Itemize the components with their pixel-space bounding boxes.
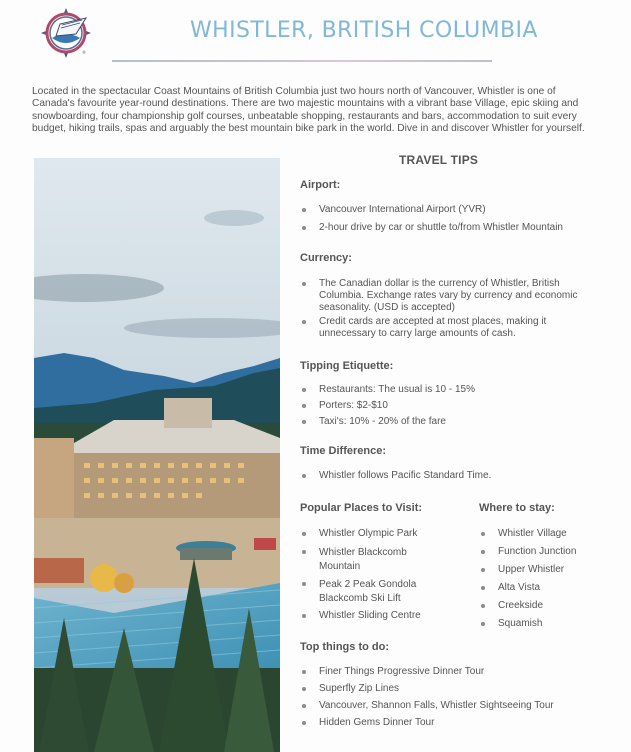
whistler-village-photo: [34, 158, 280, 752]
list-item: Porters: $2-$10: [300, 400, 620, 412]
list-item: The Canadian dollar is the currency of Whistler, British Columbia. Exchange rates vary by currency and economic seasonality. (USD is accepted): [300, 278, 600, 314]
list-item: Whistler Blackcomb Mountain: [300, 546, 430, 574]
list-item: Taxi's: 10% - 20% of the fare: [300, 416, 620, 428]
travel-tips-heading: TRAVEL TIPS: [399, 153, 479, 167]
hotel-building: [74, 453, 280, 528]
list-item: Squamish: [479, 618, 619, 630]
tipping-list: [300, 384, 620, 428]
list-item: Upper Whistler: [479, 564, 619, 576]
list-item: 2-hour drive by car or shuttle to/from Whistler Mountain: [300, 222, 620, 234]
top-things-heading: Top things to do:: [300, 641, 389, 653]
list-item: Credit cards are accepted at most places, making it unnecessary to carry large amounts of cash.: [300, 316, 600, 340]
page-title: WHISTLER, BRITISH COLUMBIA: [190, 18, 538, 43]
list-item: Peak 2 Peak Gondola Blackcomb Ski Lift: [300, 578, 430, 606]
cloud: [204, 210, 264, 226]
list-item: Finer Things Progressive Dinner Tour: [300, 666, 620, 678]
list-item: Whistler Village: [479, 528, 619, 540]
list-item: Whistler follows Pacific Standard Time.: [300, 470, 620, 482]
time-difference-heading: Time Difference:: [300, 445, 386, 457]
list-item: Whistler Sliding Centre: [300, 610, 430, 622]
ship-compass-logo-icon: [38, 8, 94, 58]
list-item: Hidden Gems Dinner Tour: [300, 717, 620, 729]
svg-text:®: ®: [82, 50, 86, 55]
currency-list: [300, 278, 600, 340]
where-to-stay-heading: Where to stay:: [479, 502, 555, 514]
popular-places-list: [300, 528, 430, 622]
list-item: Restaurants: The usual is 10 - 15%: [300, 384, 620, 396]
airport-heading: Airport:: [300, 179, 341, 191]
title-divider: [112, 60, 492, 62]
bus: [254, 538, 276, 550]
list-item: Vancouver, Shannon Falls, Whistler Sightseeing Tour: [300, 700, 620, 712]
list-item: Alta Vista: [479, 582, 619, 594]
currency-heading: Currency:: [300, 252, 352, 264]
popular-places-heading: Popular Places to Visit:: [300, 502, 423, 514]
list-item: Superfly Zip Lines: [300, 683, 620, 695]
hotel-tower: [164, 398, 212, 428]
list-item: Whistler Olympic Park: [300, 528, 430, 540]
top-things-list: [300, 666, 620, 729]
list-item: Creekside: [479, 600, 619, 612]
where-to-stay-list: [479, 528, 619, 630]
time-difference-list: [300, 470, 620, 482]
list-item: Function Junction: [479, 546, 619, 558]
tipping-heading: Tipping Etiquette:: [300, 360, 394, 372]
airport-list: [300, 204, 620, 234]
intro-paragraph: Located in the spectacular Coast Mountains of British Columbia just two hours north of Vancouver, Whistler is one of Canada's favourite year-round destinations. There are two majestic mountains with a vibrant base Village, epic skiing and snowboarding, four championship golf courses, unbeatable shopping, restaurants and bars, accommodation to suit every budget, hiking trails, spas and arguably the best mountain bike park in the world. Dive in and discover Whistler for yourself.: [32, 86, 585, 134]
list-item: Vancouver International Airport (YVR): [300, 204, 620, 216]
